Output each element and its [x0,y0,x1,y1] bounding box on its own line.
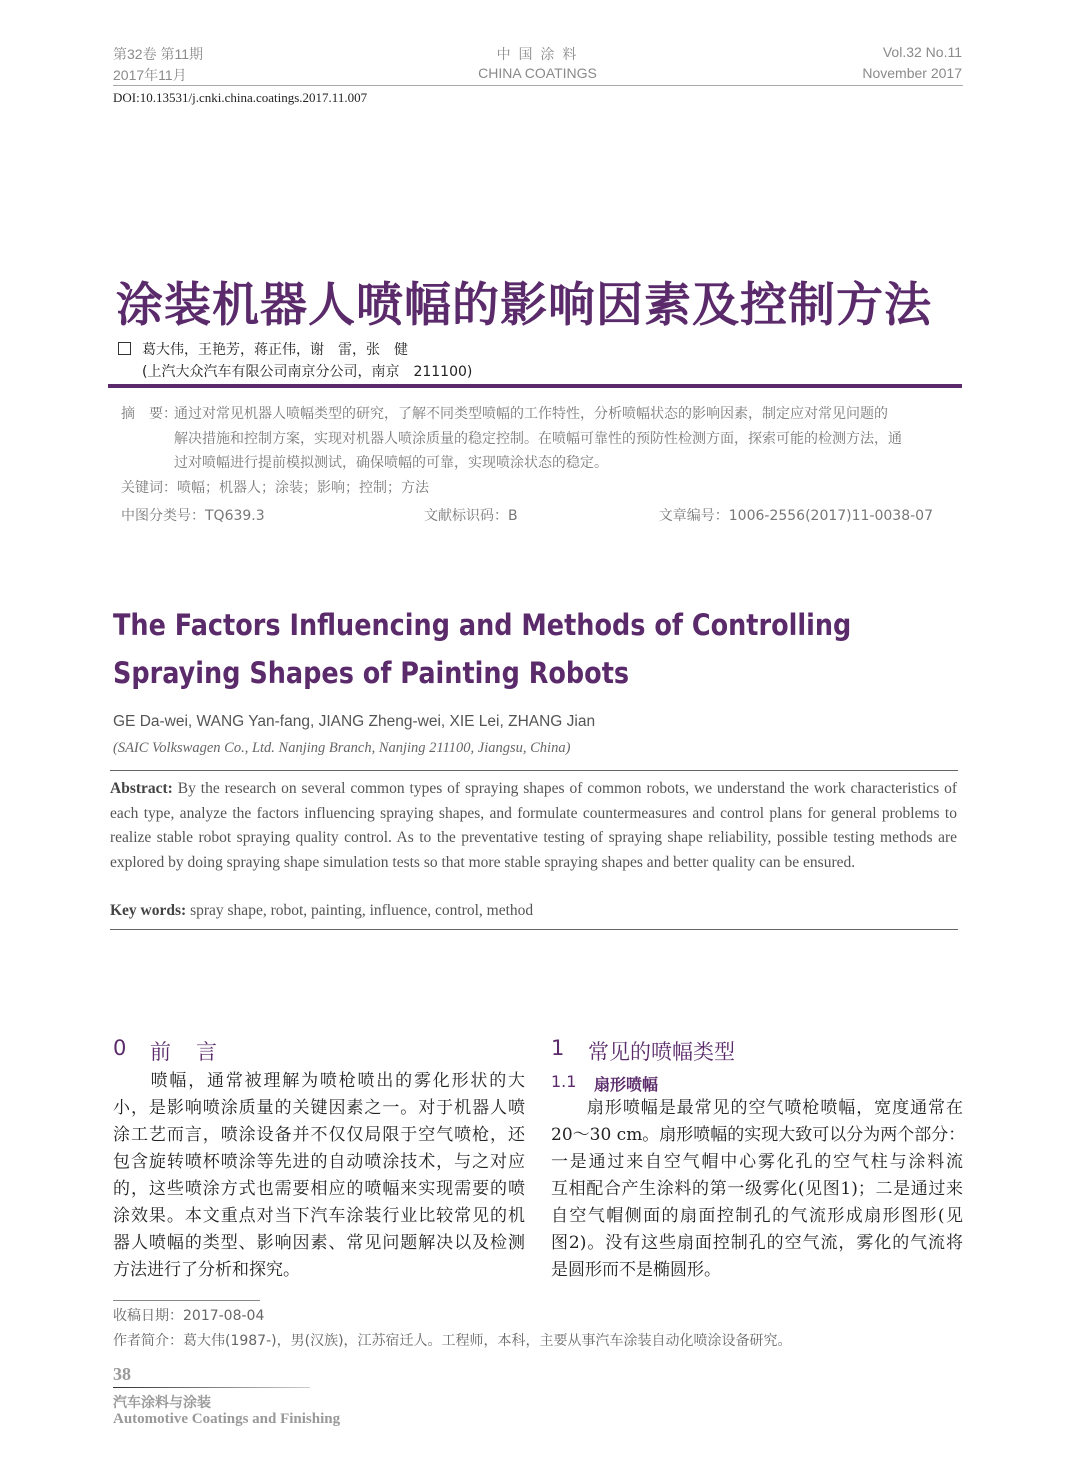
abstract-cn-label: 摘 要： [121,406,177,422]
page-number: 38 [113,1364,131,1384]
body-text-line: 自空气帽侧面的扇面控制孔的气流形成扇形图形(见 [551,1206,963,1226]
abstract-en-text: By the research on several common types of spraying shapes of common robots, we understand the work characteristics of each type, analyze the factors influencing spraying shapes, and formulate countermeasures and control plans for general problems to realize stable robot spraying quality control. As to the preventative testing of spraying shape reliability, possible testing methods are explored by doing spraying shape simulation tests so that more stable spraying shapes and better quality can be ensured. [110,780,957,871]
issue-date-en: November 2017 [862,65,962,81]
body-text-line: 一是通过来自空气帽中心雾化孔的空气柱与涂料流 [551,1152,963,1172]
volume-issue-en: Vol.32 No.11 [882,44,962,60]
section-1-number: 1 [551,1036,565,1060]
abstract-cn-line: 解决措施和控制方案，实现对机器人喷涂质量的稳定控制。在喷幅可靠性的预防性检测方面，探索可能的检测方法，通 [174,431,902,447]
section-1-heading: 常见的喷幅类型 [588,1040,735,1064]
keywords-en [110,899,957,924]
received-date: 收稿日期：2017-08-04 [113,1308,265,1324]
title-en-line2: Spraying Shapes of Painting Robots [113,656,630,690]
subsection-1-1-heading: 扇形喷幅 [594,1075,659,1094]
abstract-bottom-rule [110,929,958,930]
abstract-cn-line: 过对喷幅进行提前模拟测试，确保喷幅的可靠，实现喷涂状态的稳定。 [174,455,608,471]
subsection-1-1-number: 1.1 [551,1072,577,1091]
footer-journal-en: Automotive Coatings and Finishing [113,1411,341,1427]
abstract-en [110,777,957,875]
body-text-line: 20～30 cm。扇形喷幅的实现大致可以分为两个部分： [551,1125,966,1145]
abstract-top-rule [110,770,958,771]
issue-date: 2017年11月 [113,67,187,83]
keywords-cn: 关键词：喷幅；机器人；涂装；影响；控制；方法 [121,480,429,496]
clc-number: 中图分类号：TQ639.3 [121,508,265,524]
body-text-line: 扇形喷幅是最常见的空气喷枪喷幅，宽度通常在 [551,1098,963,1118]
doi: DOI:10.13531/j.cnki.china.coatings.2017.11.007 [113,90,368,105]
footer-rule [113,1387,310,1388]
title-cn: 涂装机器人喷幅的影响因素及控制方法 [116,278,932,333]
section-0-heading: 前 言 [150,1040,219,1064]
header-rule [113,85,963,86]
body-text-line: 喷幅，通常被理解为喷枪喷出的雾化形状的大 [113,1071,525,1091]
author-bio: 作者简介：葛大伟(1987-)，男(汉族)，江苏宿迁人。工程师，本科，主要从事汽车涂装自动化喷涂设备研究。 [113,1333,792,1349]
article-number: 文章编号：1006-2556(2017)11-0038-07 [658,508,933,524]
abstract-en-label: Abstract: [110,780,173,797]
footnote-rule [113,1300,260,1301]
abstract-cn-line: 通过对常见机器人喷幅类型的研究，了解不同类型喷幅的工作特性，分析喷幅状态的影响因素，制定应对常见问题的 [174,406,888,422]
journal-name-cn: 中 国 涂 料 [496,46,579,62]
body-text-line: 器人喷幅的类型、影响因素、常见问题解决以及检测 [113,1233,525,1253]
keywords-en-label: Key words: [110,902,187,919]
body-text-line: 涂工艺而言，喷涂设备并不仅仅局限于空气喷枪，还 [113,1125,525,1145]
affiliation-cn: (上汽大众汽车有限公司南京分公司，南京 211100) [142,364,473,380]
body-text-line: 图2)。没有这些扇面控制孔的空气流，雾化的气流将 [551,1233,963,1253]
authors-cn: 葛大伟，王艳芳，蒋正伟，谢 雷，张 健 [142,342,408,358]
keywords-en-text: spray shape, robot, painting, influence, control, method [186,902,534,919]
journal-name-en: CHINA COATINGS [478,65,597,81]
body-text-line: 方法进行了分析和探究。 [113,1260,300,1280]
body-text-line: 是圆形而不是椭圆形。 [551,1260,721,1280]
title-rule [108,384,962,388]
volume-issue: 第32卷 第11期 [113,46,203,62]
affiliation-en: (SAIC Volkswagen Co., Ltd. Nanjing Branch, Nanjing 211100, Jiangsu, China) [113,740,571,756]
body-text-line: 的，这些喷涂方式也需要相应的喷幅来实现需要的喷 [113,1179,525,1199]
title-en-line1: The Factors Influencing and Methods of Controlling [113,608,852,642]
document-code: 文献标识码：B [424,508,518,524]
body-text-line: 小，是影响喷涂质量的关键因素之一。对于机器人喷 [113,1098,525,1118]
body-text-line: 涂效果。本文重点对当下汽车涂装行业比较常见的机 [113,1206,525,1226]
body-text-line: 互相配合产生涂料的第一级雾化(见图1)；二是通过来 [551,1179,963,1199]
authors-en: GE Da-wei, WANG Yan-fang, JIANG Zheng-wei, XIE Lei, ZHANG Jian [113,713,596,730]
square-bullet-icon [118,342,131,355]
body-text-line: 包含旋转喷杯喷涂等先进的自动喷涂技术，与之对应 [113,1152,525,1172]
footer-journal-cn: 汽车涂料与涂装 [113,1395,211,1411]
section-0-number: 0 [113,1036,127,1060]
